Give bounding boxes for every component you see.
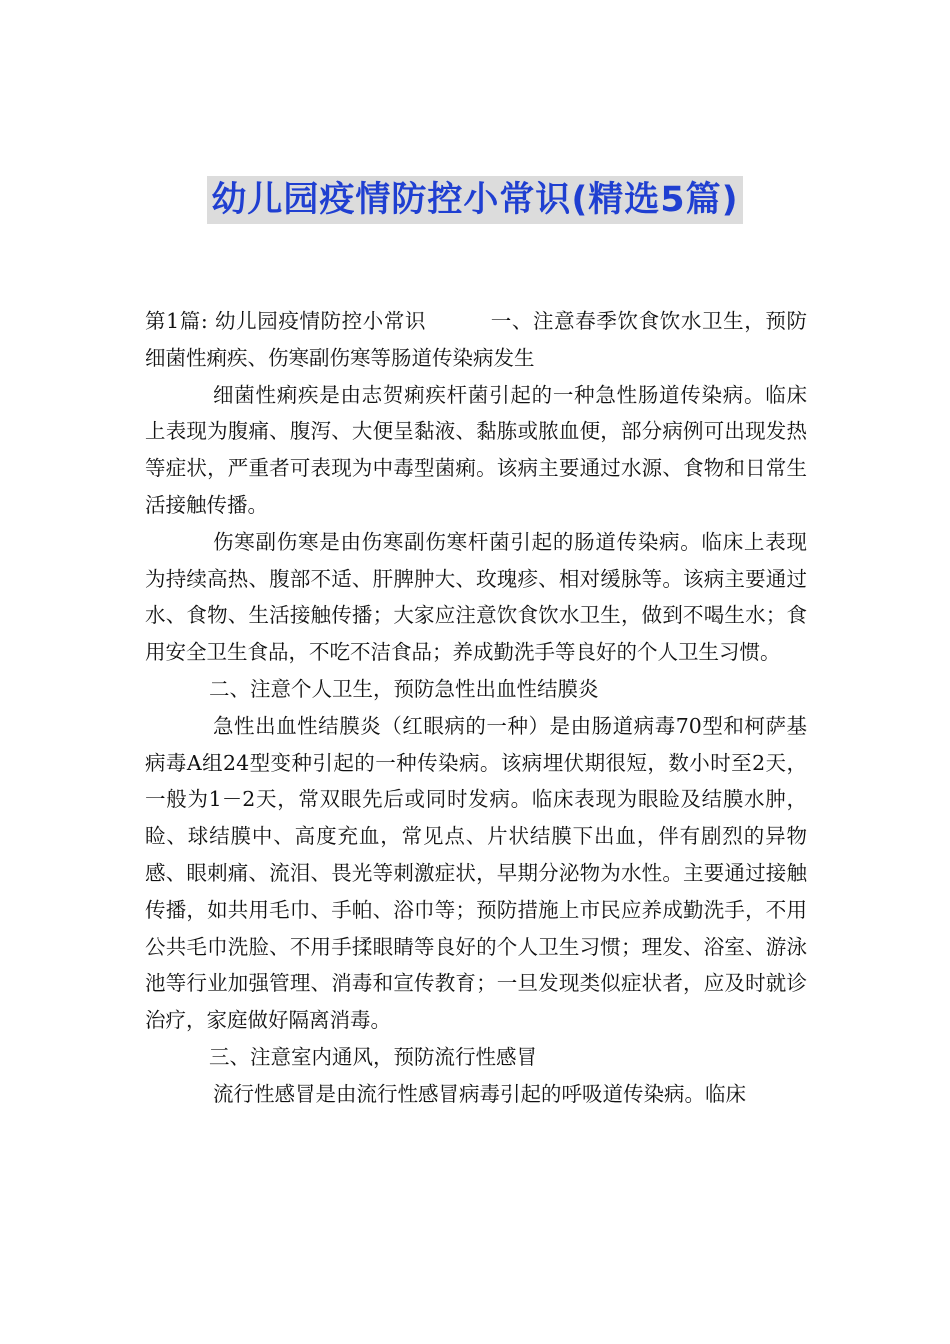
- article-heading: 第1篇: 幼儿园疫情防控小常识: [145, 309, 427, 333]
- paragraph-conjunctivitis: 急性出血性结膜炎（红眼病的一种）是由肠道病毒70型和柯萨基病毒A组24型变种引起的一种传染病。该病埋伏期很短，数小时至2天，一般为1－2天，常双眼先后或同时发病。临床表现为眼睑及结膜水肿，睑、球结膜中、高度充血，常见点、片状结膜下出血，伴有剧烈的异物感、眼刺痛、流泪、畏光等刺激症状，早期分泌物为水性。主要通过接触传播，如共用毛巾、手帕、浴巾等；预防措施上市民应养成勤洗手，不用公共毛巾洗脸、不用手揉眼睛等良好的个人卫生习惯；理发、浴室、游泳池等行业加强管理、消毒和宣传教育；一旦发现类似症状者，应及时就诊治疗，家庭做好隔离消毒。: [145, 713, 807, 1033]
- section-3-heading: 三、注意室内通风，预防流行性感冒: [209, 1044, 537, 1069]
- first-paragraph: [145, 303, 807, 377]
- document-title: 幼儿园疫情防控小常识(精选5篇): [207, 176, 742, 224]
- paragraph-dysentery: 细菌性痢疾是由志贺痢疾杆菌引起的一种急性肠道传染病。临床上表现为腹痛、腹泻、大便呈黏液、黏胨或脓血便，部分病例可出现发热等症状，严重者可表现为中毒型菌痢。该病主要通过水源、食物和日常生活接触传播。: [145, 382, 807, 517]
- section-2-heading: 二、注意个人卫生，预防急性出血性结膜炎: [209, 676, 599, 701]
- paragraph-typhoid: 伤寒副伤寒是由伤寒副伤寒杆菌引起的肠道传染病。临床上表现为持续高热、腹部不适、肝脾肿大、玫瑰疹、相对缓脉等。该病主要通过水、食物、生活接触传播；大家应注意饮食饮水卫生，做到不喝生水；食用安全卫生食品，不吃不洁食品；养成勤洗手等良好的个人卫生习惯。: [145, 529, 807, 665]
- title-container: [0, 176, 950, 224]
- paragraph-influenza: 流行性感冒是由流行性感冒病毒引起的呼吸道传染病。临床: [213, 1081, 746, 1106]
- document-body: [145, 303, 807, 1113]
- section-1-heading: 一、注意春季饮食饮水卫生，预防细菌性痢疾、伤寒副伤寒等肠道传染病发生: [145, 309, 807, 370]
